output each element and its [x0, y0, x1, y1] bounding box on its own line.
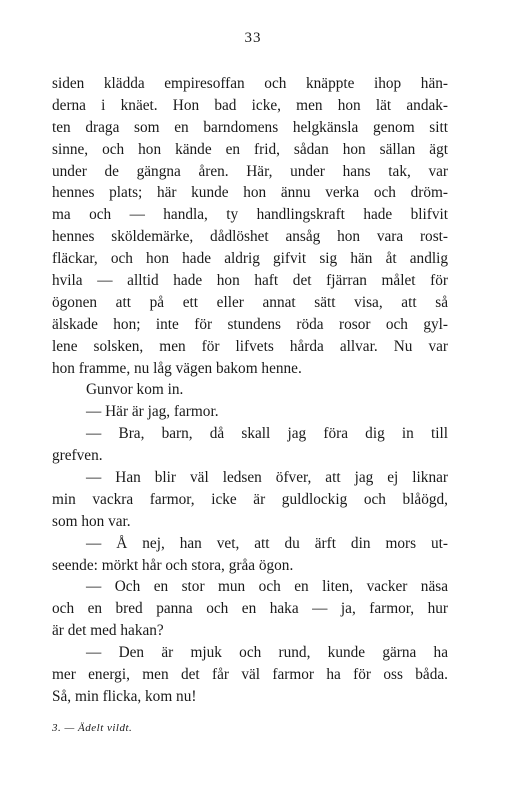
- text-line: hon framme, nu låg vägen bakom henne.: [52, 359, 302, 377]
- text-line: — Bra, barn, då skall jag föra dig in till: [86, 425, 448, 443]
- body-text: [52, 73, 448, 708]
- text-line: — Här är jag, farmor.: [86, 403, 219, 421]
- signature-footer: 3. — Ädelt vildt.: [52, 722, 133, 734]
- text-line: derna i knäet. Hon bad icke, men hon lät andak-: [52, 96, 448, 114]
- text-line: under de gängna åren. Här, under hans tak, var: [52, 162, 448, 180]
- text-line: grefven.: [52, 447, 103, 465]
- text-line: och en bred panna och en haka — ja, farmor, hur: [52, 600, 448, 618]
- page-number: 33: [244, 30, 262, 46]
- text-line: Så, min flicka, kom nu!: [52, 687, 197, 705]
- text-line: ten draga som en barndomens helgkänsla genom sitt: [52, 118, 448, 136]
- text-line: hvila — alltid hade hon haft det fjärran målet för: [52, 272, 448, 290]
- text-line: min vackra farmor, icke är guldlockig och blåögd,: [52, 490, 448, 508]
- text-line: fläckar, och hon hade aldrig gifvit sig hän åt andlig: [52, 250, 448, 268]
- text-line: — Den är mjuk och rund, kunde gärna ha: [86, 644, 448, 662]
- text-line: sinne, och hon kände en frid, sådan hon sällan ägt: [52, 140, 448, 158]
- text-line: siden klädda empiresoffan och knäppte ihop hän-: [52, 75, 448, 92]
- text-line: seende: mörkt hår och stora, gråa ögon.: [52, 556, 294, 574]
- text-line: som hon var.: [52, 512, 131, 530]
- text-line: hennes sköldemärke, dådlöshet ansåg hon vara rost-: [52, 228, 448, 246]
- text-line: ögonen att på ett eller annat sätt visa, att så: [52, 293, 448, 311]
- text-line: — Å nej, han vet, att du ärft din mors ut-: [86, 534, 448, 552]
- text-line: ma och — handla, ty handlingskraft hade blifvit: [52, 206, 448, 224]
- text-line: Gunvor kom in.: [86, 381, 184, 399]
- text-line: lene solsken, men för lifvets hårda allvar. Nu var: [52, 337, 448, 355]
- text-line: älskade hon; inte för stundens röda rosor och gyl-: [52, 315, 448, 333]
- text-line: hennes plats; här kunde hon ännu verka och dröm-: [52, 184, 448, 202]
- text-line: — Han blir väl ledsen öfver, att jag ej liknar: [86, 469, 448, 487]
- text-line: mer energi, men det får väl farmor ha för oss båda.: [52, 666, 448, 684]
- text-line: är det med hakan?: [52, 622, 164, 640]
- text-line: — Och en stor mun och en liten, vacker näsa: [86, 578, 448, 596]
